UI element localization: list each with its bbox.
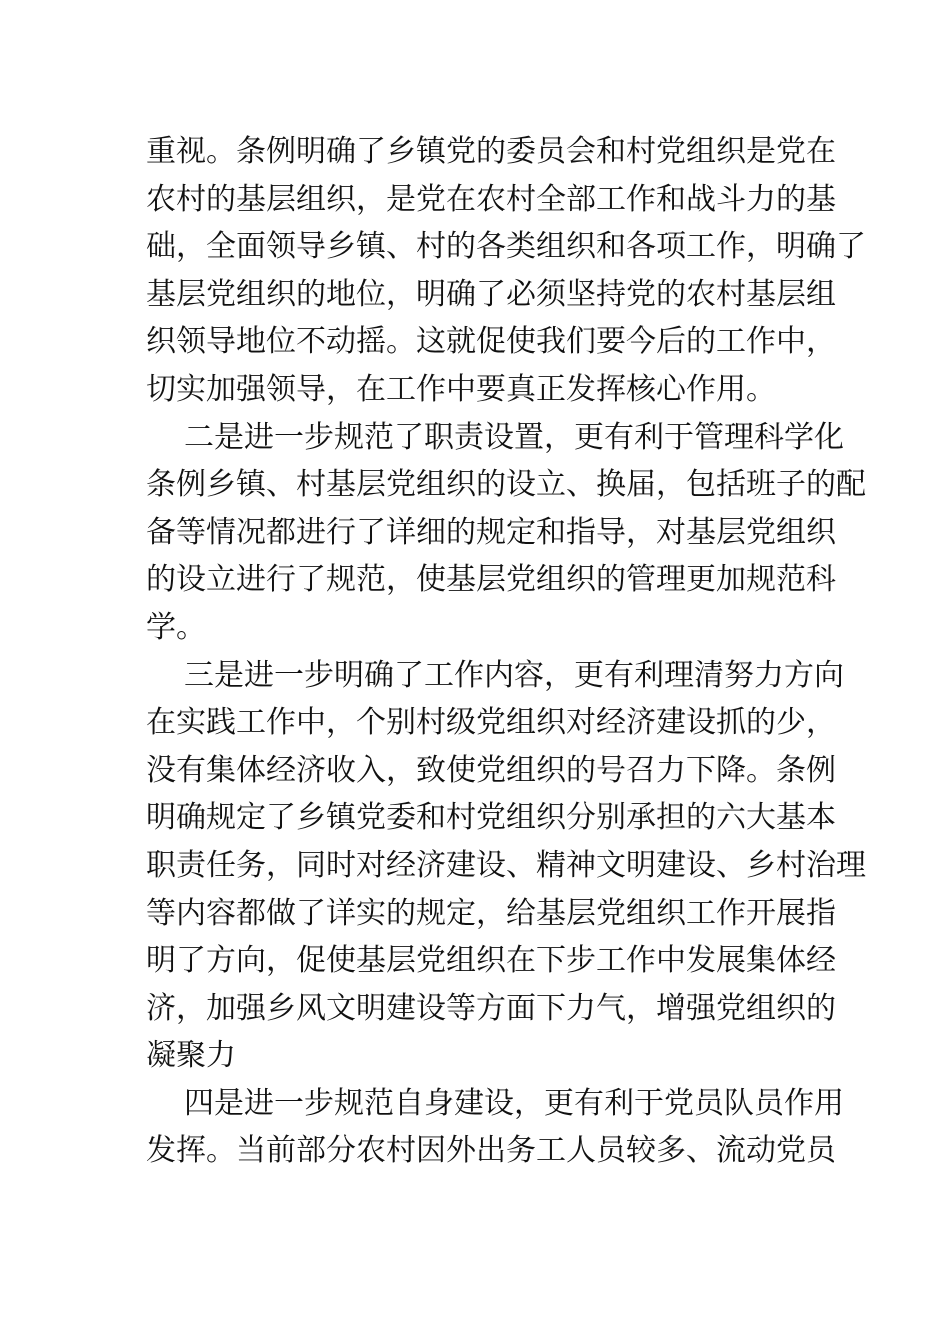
text-line: 的设立进行了规范，使基层党组织的管理更加规范科 bbox=[146, 562, 836, 598]
text-line: 农村的基层组织，是党在农村全部工作和战斗力的基 bbox=[146, 181, 836, 217]
text-line: 织领导地位不动摇。这就促使我们要今后的工作中， bbox=[146, 324, 836, 360]
paragraph-2 bbox=[146, 414, 866, 652]
text-line: 凝聚力 bbox=[146, 1038, 236, 1074]
paragraph-1 bbox=[146, 128, 866, 414]
text-line: 没有集体经济收入，致使党组织的号召力下降。条例 bbox=[146, 752, 836, 788]
paragraph-4 bbox=[146, 1080, 844, 1175]
text-line: 备等情况都进行了详细的规定和指导，对基层党组织 bbox=[146, 514, 836, 550]
text-line-first: 三是进一步明确了工作内容，更有利理清努力方向 bbox=[184, 657, 844, 693]
text-line: 明确规定了乡镇党委和村党组织分别承担的六大基本 bbox=[146, 800, 836, 836]
text-line: 础，全面领导乡镇、村的各类组织和各项工作，明确了 bbox=[146, 229, 866, 265]
text-line: 发挥。当前部分农村因外出务工人员较多、流动党员 bbox=[146, 1133, 836, 1169]
text-line: 济，加强乡风文明建设等方面下力气，增强党组织的 bbox=[146, 990, 836, 1026]
text-line-first: 二是进一步规范了职责设置，更有利于管理科学化 bbox=[184, 419, 844, 455]
text-line: 条例乡镇、村基层党组织的设立、换届，包括班子的配 bbox=[146, 467, 866, 503]
text-line: 重视。条例明确了乡镇党的委员会和村党组织是党在 bbox=[146, 134, 836, 169]
text-line: 明了方向，促使基层党组织在下步工作中发展集体经 bbox=[146, 943, 836, 979]
text-line-first: 四是进一步规范自身建设，更有利于党员队员作用 bbox=[184, 1085, 844, 1121]
text-line: 等内容都做了详实的规定，给基层党组织工作开展指 bbox=[146, 895, 836, 931]
text-line: 学。 bbox=[146, 609, 206, 645]
text-line: 切实加强领导，在工作中要真正发挥核心作用。 bbox=[146, 371, 776, 407]
document-body bbox=[146, 128, 866, 1175]
text-line: 基层党组织的地位，明确了必须坚持党的农村基层组 bbox=[146, 276, 836, 312]
text-line: 职责任务，同时对经济建设、精神文明建设、乡村治理 bbox=[146, 847, 866, 883]
text-line: 在实践工作中，个别村级党组织对经济建设抓的少， bbox=[146, 705, 836, 741]
paragraph-3 bbox=[146, 652, 866, 1080]
